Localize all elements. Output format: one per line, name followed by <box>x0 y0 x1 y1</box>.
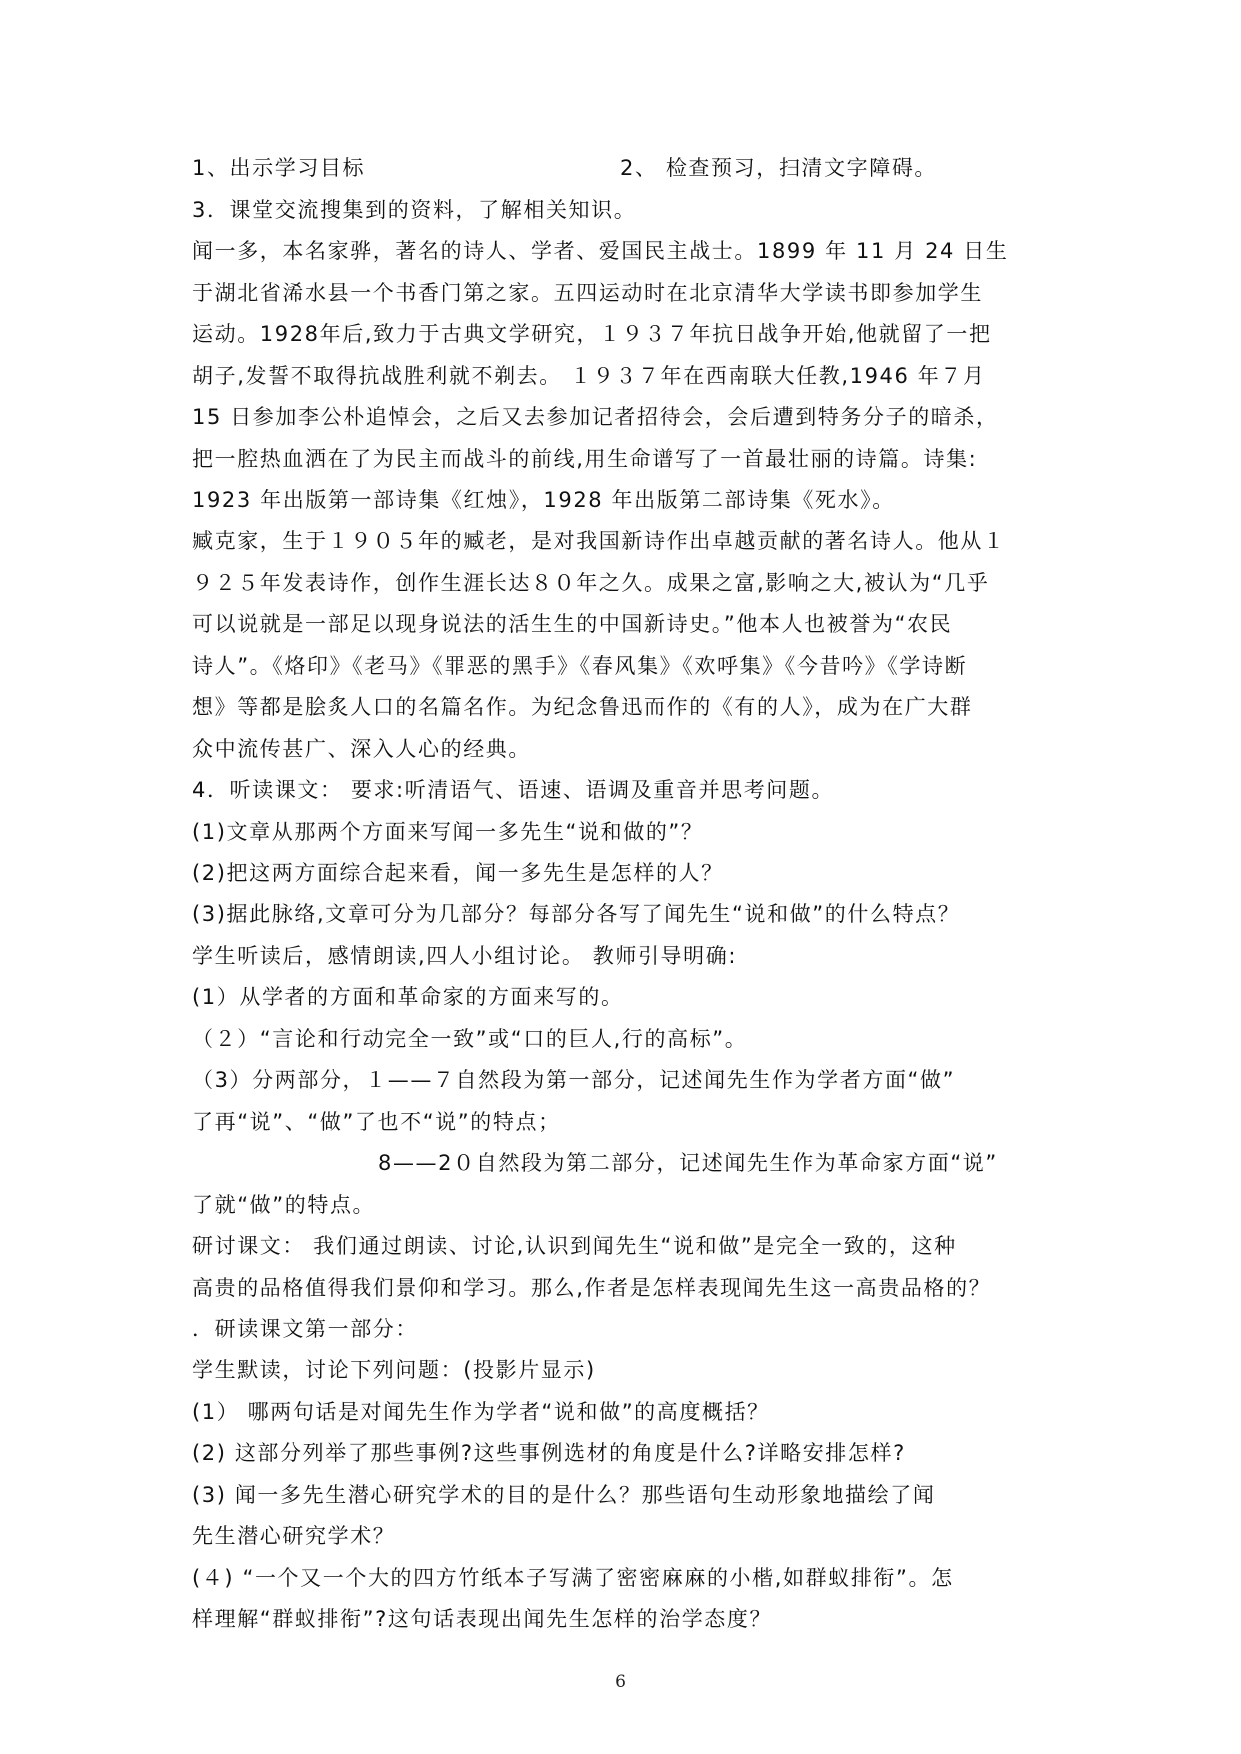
text-line: (1）从学者的方面和革命家的方面来写的。 <box>192 985 624 1009</box>
text-line: 诗人”。《烙印》《老马》《罪恶的黑手》《春风集》《欢呼集》《今昔吟》《学诗断 <box>192 654 968 678</box>
text-line: 了再“说”、“做”了也不“说”的特点； <box>192 1110 561 1134</box>
text-line: 运动。1928年后,致力于古典文学研究，１９３７年抗日战争开始,他就留了一把 <box>192 322 992 346</box>
page-number: 6 <box>615 1672 626 1692</box>
text-line: 众中流传甚广、深入人心的经典。 <box>192 737 531 761</box>
text-line: (2) 这部分列举了那些事例?这些事例选材的角度是什么?详略安排怎样? <box>192 1441 906 1465</box>
text-line: 研讨课文： 我们通过朗读、讨论,认识到闻先生“说和做”是完全一致的，这种 <box>192 1234 957 1258</box>
text-line: 于湖北省浠水县一个书香门第之家。五四运动时在北京清华大学读书即参加学生 <box>192 281 983 305</box>
text-line: 闻一多，本名家骅，著名的诗人、学者、爱国民主战士。1899 年 11 月 24 日生 <box>192 239 1009 263</box>
text-line: 胡子,发誓不取得抗战胜利就不剃去。 １９３７年在西南联大任教,1946 年７月 <box>192 364 986 388</box>
text-line: 先生潜心研究学术？ <box>192 1524 396 1548</box>
text-line: 臧克家，生于１９０５年的臧老，是对我国新诗作出卓越贡献的著名诗人。他从１ <box>192 529 1006 553</box>
text-line: 1923 年出版第一部诗集《红烛》，1928 年出版第二部诗集《死水》。 <box>192 488 895 512</box>
text-line: ．研读课文第一部分： <box>192 1317 418 1341</box>
text-line: (3)据此脉络,文章可分为几部分？每部分各写了闻先生“说和做”的什么特点？ <box>192 902 961 926</box>
text-line: 学生听读后，感情朗读,四人小组讨论。 教师引导明确: <box>192 944 738 968</box>
text-line: 高贵的品格值得我们景仰和学习。那么,作者是怎样表现闻先生这一高贵品格的？ <box>192 1276 992 1300</box>
text-line: （3）分两部分，１——７自然段为第一部分，记述闻先生作为学者方面“做” <box>192 1068 956 1092</box>
text-line: (４) “一个又一个大的四方竹纸本子写满了密密麻麻的小楷,如群蚁排衔”。怎 <box>192 1566 954 1590</box>
text-line: (2)把这两方面综合起来看，闻一多先生是怎样的人？ <box>192 861 724 885</box>
text-line: 4．听读课文： 要求:听清语气、语速、语调及重音并思考问题。 <box>192 778 835 802</box>
text-line: 3．课堂交流搜集到的资料，了解相关知识。 <box>192 198 637 222</box>
text-line: 了就“做”的特点。 <box>192 1193 376 1217</box>
text-line: 样理解“群蚁排衔”?这句话表现出闻先生怎样的治学态度？ <box>192 1607 773 1631</box>
text-line: ９２５年发表诗作，创作生涯长达８０年之久。成果之富,影响之大,被认为“几乎 <box>192 571 990 595</box>
text-line: 8——2０自然段为第二部分，记述闻先生作为革命家方面“说” <box>378 1151 998 1175</box>
text-line: 把一腔热血洒在了为民主而战斗的前线,用生命谱写了一首最壮丽的诗篇。诗集: <box>192 447 978 471</box>
text-line: 想》等都是脍炙人口的名篇名作。为纪念鲁迅而作的《有的人》，成为在广大群 <box>192 695 973 719</box>
text-line: 15 日参加李公朴追悼会，之后又去参加记者招待会，会后遭到特务分子的暗杀， <box>192 405 999 429</box>
text-line: 2、 检查预习，扫清文字障碍。 <box>620 156 938 180</box>
text-line: (1） 哪两句话是对闻先生作为学者“说和做”的高度概括？ <box>192 1400 770 1424</box>
text-line: (3) 闻一多先生潜心研究学术的目的是什么？那些语句生动形象地描绘了闻 <box>192 1483 936 1507</box>
text-line: 学生默读，讨论下列问题：(投影片显示) <box>192 1358 596 1382</box>
text-line: （２）“言论和行动完全一致”或“口的巨人,行的高标”。 <box>192 1027 748 1051</box>
text-line: 可以说就是一部足以现身说法的活生生的中国新诗史。”他本人也被誉为“农民 <box>192 612 953 636</box>
text-line: 1、出示学习目标 <box>192 156 366 180</box>
text-line: (1)文章从那两个方面来写闻一多先生“说和做的”？ <box>192 820 704 844</box>
